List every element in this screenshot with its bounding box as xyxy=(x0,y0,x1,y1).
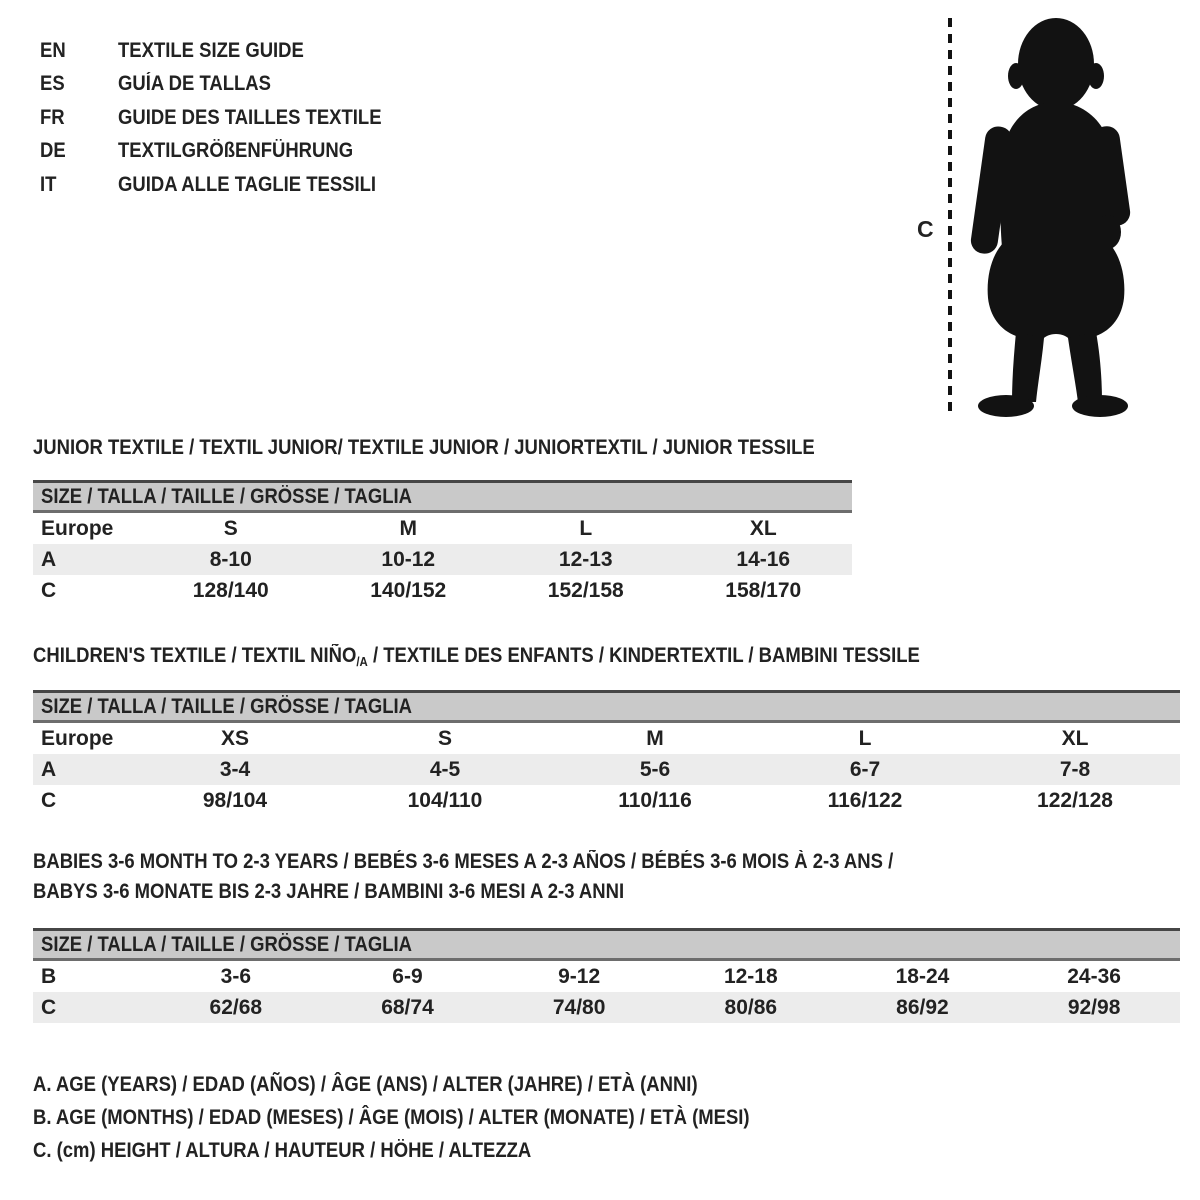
height-cell: 92/98 xyxy=(1067,995,1121,1019)
language-code: DE xyxy=(40,139,66,163)
language-code: ES xyxy=(40,72,65,96)
height-cell: 98/104 xyxy=(202,788,268,812)
children-size-table xyxy=(33,690,1180,816)
height-cell: 122/128 xyxy=(1037,788,1113,812)
row-label: Europe xyxy=(41,516,114,540)
legend xyxy=(33,1068,847,1167)
months-cell: 24-36 xyxy=(1067,964,1121,988)
guide-title: TEXTILGRÖßENFÜHRUNG xyxy=(118,139,354,163)
table-row xyxy=(33,723,1180,754)
size-cell: XL xyxy=(1061,726,1089,750)
toddler-foot-right xyxy=(1072,395,1128,417)
size-cell: S xyxy=(437,726,452,750)
size-header-bar: SIZE / TALLA / TAILLE / GRÖSSE / TAGLIA xyxy=(33,690,1180,723)
row-label: A xyxy=(41,547,57,571)
language-row xyxy=(40,168,417,202)
age-cell: 12-13 xyxy=(558,547,613,571)
height-cell: 110/116 xyxy=(618,788,692,812)
junior-size-table xyxy=(33,480,852,606)
table-row xyxy=(33,754,1180,785)
toddler-silhouette-image xyxy=(920,14,1150,424)
legend-line-b: B. AGE (MONTHS) / EDAD (MESES) / ÂGE (MOIS) / ALTER (MONATE) / ETÀ (MESI) xyxy=(33,1106,750,1129)
height-cell: 140/152 xyxy=(370,578,447,602)
months-cell: 3-6 xyxy=(220,964,251,988)
language-code: IT xyxy=(40,172,57,196)
row-label: Europe xyxy=(41,726,114,750)
height-cell: 68/74 xyxy=(381,995,434,1019)
toddler-leg-right xyxy=(1068,332,1102,402)
table-row xyxy=(33,513,852,544)
size-cell: M xyxy=(399,516,417,540)
row-label: A xyxy=(41,757,57,781)
months-cell: 6-9 xyxy=(392,964,423,988)
language-title-list xyxy=(40,34,417,202)
height-cell: 62/68 xyxy=(209,995,263,1019)
months-cell: 18-24 xyxy=(895,964,950,988)
height-cell: 152/158 xyxy=(547,578,624,602)
row-label: C xyxy=(41,788,57,812)
language-row xyxy=(40,101,417,135)
height-cell: 74/80 xyxy=(552,995,606,1019)
months-cell: 9-12 xyxy=(558,964,601,988)
table-row xyxy=(33,785,1180,816)
legend-line-c: C. (cm) HEIGHT / ALTURA / HAUTEUR / HÖHE / ALTEZZA xyxy=(33,1139,532,1162)
size-cell: S xyxy=(223,516,238,540)
section-title-children: CHILDREN'S TEXTILE / TEXTIL NIÑO/A / TEXTILE DES ENFANTS / KINDERTEXTIL / BAMBINI TESSILE xyxy=(33,644,920,669)
toddler-shorts xyxy=(988,242,1125,340)
table-row xyxy=(33,961,1180,992)
guide-title: TEXTILE SIZE GUIDE xyxy=(118,38,304,62)
height-measure-label: C xyxy=(917,216,934,242)
language-row xyxy=(40,135,417,169)
nino-a-subscript: /A xyxy=(356,654,368,669)
toddler-head xyxy=(1018,18,1094,110)
guide-title: GUIDA ALLE TAGLIE TESSILI xyxy=(118,172,377,196)
toddler-silhouette xyxy=(969,18,1132,417)
size-cell: XS xyxy=(220,726,249,750)
height-cell: 80/86 xyxy=(724,995,778,1019)
babies-size-table xyxy=(33,928,1180,1023)
age-cell: 5-6 xyxy=(639,757,671,781)
guide-title: GUÍA DE TALLAS xyxy=(118,72,271,96)
section-title-babies: BABIES 3-6 MONTH TO 2-3 YEARS / BEBÉS 3-6 MESES A 2-3 AÑOS / BÉBÉS 3-6 MOIS À 2-3 ANS / BABYS 3-6 MONATE BIS 2-3 JAHRE / BAMBINI 3-6 MESI A 2-3 ANNI xyxy=(33,850,894,903)
age-cell: 8-10 xyxy=(209,547,252,571)
table-row xyxy=(33,575,852,606)
toddler-foot-left xyxy=(978,395,1034,417)
age-cell: 4-5 xyxy=(429,757,461,781)
row-label: C xyxy=(41,578,57,602)
legend-line-a: A. AGE (YEARS) / EDAD (AÑOS) / ÂGE (ANS) / ALTER (JAHRE) / ETÀ (ANNI) xyxy=(33,1073,698,1096)
guide-title: GUIDE DES TAILLES TEXTILE xyxy=(118,105,382,129)
height-cell: 86/92 xyxy=(896,995,949,1019)
table-row xyxy=(33,992,1180,1023)
height-cell: 116/122 xyxy=(827,788,903,812)
language-row xyxy=(40,68,417,102)
months-cell: 12-18 xyxy=(723,964,778,988)
height-cell: 158/170 xyxy=(725,578,802,602)
age-cell: 14-16 xyxy=(736,547,791,571)
size-cell: XL xyxy=(749,516,777,540)
language-code: FR xyxy=(40,105,65,129)
size-header-bar: SIZE / TALLA / TAILLE / GRÖSSE / TAGLIA xyxy=(33,928,1180,961)
age-cell: 7-8 xyxy=(1059,757,1091,781)
size-header-bar: SIZE / TALLA / TAILLE / GRÖSSE / TAGLIA xyxy=(33,480,852,513)
size-cell: M xyxy=(646,726,664,750)
section-title-junior: JUNIOR TEXTILE / TEXTIL JUNIOR/ TEXTILE JUNIOR / JUNIORTEXTIL / JUNIOR TESSILE xyxy=(33,436,815,459)
language-code: EN xyxy=(40,38,66,62)
row-label: B xyxy=(41,964,57,988)
table-row xyxy=(33,544,852,575)
age-cell: 3-4 xyxy=(219,757,251,781)
toddler-leg-left xyxy=(1012,332,1044,402)
row-label: C xyxy=(41,995,57,1019)
size-cell: L xyxy=(858,726,872,750)
height-cell: 128/140 xyxy=(192,578,269,602)
language-row xyxy=(40,34,417,68)
age-cell: 10-12 xyxy=(381,547,436,571)
height-cell: 104/110 xyxy=(407,788,483,812)
size-cell: L xyxy=(579,516,593,540)
age-cell: 6-7 xyxy=(849,757,881,781)
